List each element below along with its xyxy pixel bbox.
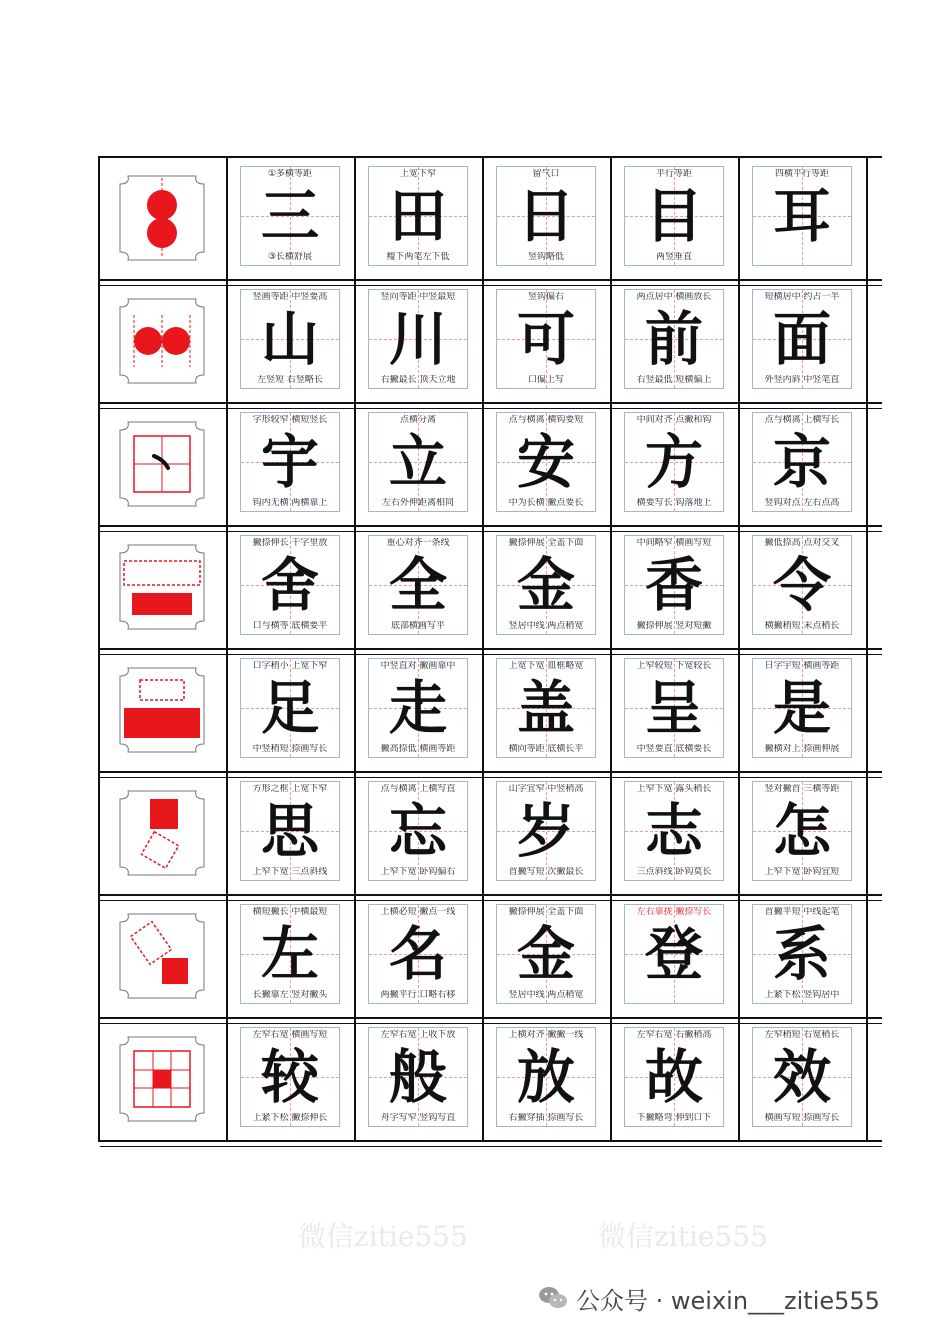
structure-diagram-diagonal xyxy=(114,908,210,1004)
category-cell xyxy=(100,650,228,771)
card-note-bottom: 中竖稍短 捺画写长 xyxy=(252,744,328,754)
card-note-top: 短横居中 约占一半 xyxy=(764,292,840,302)
card-note-bottom: 横要写长 钩落地上 xyxy=(636,498,712,508)
structure-diagram-top-square xyxy=(114,785,210,881)
card-note-top: 点横分离 xyxy=(399,415,436,425)
character-glyph: 立 xyxy=(388,428,447,496)
structure-diagram-side-circles xyxy=(114,293,210,389)
character-card xyxy=(752,781,852,881)
character-glyph: 走 xyxy=(388,674,447,742)
character-cell xyxy=(356,650,484,771)
character-glyph: 香 xyxy=(644,551,703,619)
character-glyph: 登 xyxy=(644,920,703,988)
character-card xyxy=(624,1027,724,1127)
card-note-top: 撇捺伸展 全盖下面 xyxy=(508,907,584,917)
card-note-bottom: 两竖垂直 xyxy=(655,252,692,262)
watermark: 微信zitie555 xyxy=(298,1220,468,1253)
character-cell xyxy=(484,281,612,402)
card-note-top: 中间略窄 横画写短 xyxy=(636,538,712,548)
card-note-top: 撇捺伸长 干字里放 xyxy=(252,538,328,548)
character-cell xyxy=(612,1019,740,1140)
character-cell xyxy=(484,527,612,648)
character-cell xyxy=(228,527,356,648)
character-card xyxy=(368,781,468,881)
character-card xyxy=(496,412,596,512)
character-card xyxy=(752,1027,852,1127)
card-note-top: 左窄稍短 右宽稍长 xyxy=(764,1030,840,1040)
character-glyph: 令 xyxy=(772,551,831,619)
grid-row xyxy=(100,281,882,404)
character-cell xyxy=(228,404,356,525)
card-note-top: 竖对撇首 三横等距 xyxy=(764,784,840,794)
card-note-bottom: 右竖最低 短横偏上 xyxy=(636,375,712,385)
card-note-bottom: 舟字写窄 竖钩写直 xyxy=(380,1113,456,1123)
character-glyph: 左 xyxy=(260,920,319,988)
card-note-top: 左窄右宽 右撇稍高 xyxy=(636,1030,712,1040)
character-card xyxy=(368,658,468,758)
structure-diagram-cover-rects xyxy=(114,539,210,635)
card-note-bottom: 口偏上写 xyxy=(527,375,564,385)
character-card xyxy=(240,1027,340,1127)
card-note-top: 点与横离 上横写直 xyxy=(380,784,456,794)
character-cell xyxy=(228,896,356,1017)
character-glyph: 金 xyxy=(516,551,575,619)
card-note-bottom: 竖钩对点 左右点高 xyxy=(764,498,840,508)
card-note-bottom: 两撇平行 口略右移 xyxy=(380,990,456,1000)
character-cell xyxy=(356,1019,484,1140)
card-note-bottom: 左右外伸距离相同 xyxy=(381,498,454,508)
card-note-top: 撇低捺高 点对交叉 xyxy=(764,538,840,548)
category-cell xyxy=(100,527,228,648)
card-note-top: 上横对齐 撇撇一线 xyxy=(508,1030,584,1040)
card-note-top: 上窄较短 下宽较长 xyxy=(636,661,712,671)
character-cell xyxy=(612,650,740,771)
character-card xyxy=(752,658,852,758)
card-note-bottom: 右撇最长 顶天立地 xyxy=(380,375,456,385)
character-cell xyxy=(356,773,484,894)
character-card xyxy=(240,781,340,881)
card-note-bottom: 下撇略弯 伸到口下 xyxy=(636,1113,712,1123)
card-note-top: 竖画等距 中竖要高 xyxy=(252,292,328,302)
card-note-top: 上窄下宽 露头稍长 xyxy=(636,784,712,794)
card-note-bottom: 右撇穿插 捺画写长 xyxy=(508,1113,584,1123)
character-card xyxy=(240,535,340,635)
character-card xyxy=(240,289,340,389)
character-card xyxy=(496,781,596,881)
character-glyph: 是 xyxy=(772,674,831,742)
character-glyph: 川 xyxy=(388,305,447,373)
character-cell xyxy=(228,773,356,894)
character-cell xyxy=(612,404,740,525)
category-cell xyxy=(100,404,228,525)
card-note-top: 左右靠拢 撇捺写长 xyxy=(636,907,712,917)
character-cell xyxy=(740,650,868,771)
category-cell xyxy=(100,896,228,1017)
card-note-bottom: 竖居中线 两点稍宽 xyxy=(508,621,584,631)
character-cell xyxy=(356,896,484,1017)
character-card xyxy=(624,166,724,266)
character-card xyxy=(624,658,724,758)
character-cell xyxy=(740,404,868,525)
character-cell xyxy=(740,281,868,402)
character-card xyxy=(240,658,340,758)
card-note-bottom: 上紧下松 竖钩居中 xyxy=(764,990,840,1000)
category-cell xyxy=(100,1019,228,1140)
category-cell xyxy=(100,158,228,279)
character-cell xyxy=(612,896,740,1017)
card-note-top: 点与横离 横钩要短 xyxy=(508,415,584,425)
character-card xyxy=(368,904,468,1004)
card-note-top: 四横平行等距 xyxy=(774,169,829,179)
structure-diagram-center-square xyxy=(114,1031,210,1127)
character-card xyxy=(240,412,340,512)
card-note-top: 首撇平短 中线起笔 xyxy=(764,907,840,917)
character-cell xyxy=(612,527,740,648)
card-note-top: 横短撇长 中横最短 xyxy=(252,907,328,917)
character-card xyxy=(624,412,724,512)
character-glyph: 京 xyxy=(772,428,831,496)
grid-row xyxy=(100,896,882,1019)
character-glyph: 较 xyxy=(260,1043,319,1111)
structure-diagram-narrow-top xyxy=(114,662,210,758)
character-cell xyxy=(228,281,356,402)
character-card xyxy=(752,166,852,266)
character-card xyxy=(240,904,340,1004)
card-note-top: 左窄右宽 上收下放 xyxy=(380,1030,456,1040)
character-card xyxy=(496,289,596,389)
character-card xyxy=(752,289,852,389)
card-note-bottom: 口与横等 底横要平 xyxy=(252,621,328,631)
card-note-top: 日字宇短 横画等距 xyxy=(764,661,840,671)
watermark: 微信zitie555 xyxy=(598,1220,768,1253)
character-glyph: 宇 xyxy=(260,428,319,496)
grid-row xyxy=(100,158,882,281)
character-card xyxy=(624,289,724,389)
character-glyph: 岁 xyxy=(516,797,575,865)
character-cell xyxy=(484,650,612,771)
character-glyph: 方 xyxy=(644,428,703,496)
character-glyph: 思 xyxy=(260,797,319,865)
card-note-top: 字形较窄 横短竖长 xyxy=(252,415,328,425)
character-glyph: 呈 xyxy=(644,674,703,742)
card-note-top: 方形之框 上宽下窄 xyxy=(252,784,328,794)
character-cell xyxy=(740,1019,868,1140)
card-note-bottom: 中为长横 撇点要长 xyxy=(508,498,584,508)
character-glyph: 舍 xyxy=(260,551,319,619)
card-note-bottom: 三点斜线 卧钩莫长 xyxy=(636,867,712,877)
card-note-top: 竖钩偏右 xyxy=(527,292,564,302)
character-glyph: 田 xyxy=(388,182,447,250)
character-cell xyxy=(356,404,484,525)
card-note-bottom: 横向等距 底横长平 xyxy=(508,744,584,754)
card-note-top: 左窄右宽 横画写短 xyxy=(252,1030,328,1040)
calligraphy-grid xyxy=(98,156,882,1142)
character-glyph: 前 xyxy=(644,305,703,373)
character-card xyxy=(496,535,596,635)
card-note-bottom: 竖居中线 两点稍宽 xyxy=(508,990,584,1000)
character-card xyxy=(624,781,724,881)
character-cell xyxy=(484,158,612,279)
character-glyph: 怎 xyxy=(772,797,831,865)
card-note-top: 留气口 xyxy=(532,169,560,179)
card-note-top: 撇捺伸展 全盖下面 xyxy=(508,538,584,548)
card-note-top: 两点居中 横画放长 xyxy=(636,292,712,302)
character-cell xyxy=(612,281,740,402)
character-glyph: 盖 xyxy=(516,674,575,742)
card-note-bottom: 左竖短 右竖略长 xyxy=(257,375,323,385)
card-note-top: ①多横等距 xyxy=(267,169,313,179)
character-cell xyxy=(356,281,484,402)
character-glyph: 般 xyxy=(388,1043,447,1111)
card-note-bottom: 横画写短 捺画写长 xyxy=(764,1113,840,1123)
card-note-top: 山字宜窄 中竖稍高 xyxy=(508,784,584,794)
character-glyph: 山 xyxy=(260,305,319,373)
character-card xyxy=(368,166,468,266)
card-note-bottom: 首撇写短 次撇最长 xyxy=(508,867,584,877)
character-card xyxy=(368,289,468,389)
category-cell xyxy=(100,773,228,894)
grid-row xyxy=(100,527,882,650)
character-cell xyxy=(356,527,484,648)
character-glyph: 日 xyxy=(516,182,575,250)
card-note-top: 上宽下窄 xyxy=(399,169,436,179)
card-note-bottom: 撇高捺低 横画等距 xyxy=(380,744,456,754)
card-note-bottom: 上窄下宽 卧钩宜短 xyxy=(764,867,840,877)
card-note-top: 中间对齐 点撇和钩 xyxy=(636,415,712,425)
character-card xyxy=(624,904,724,1004)
structure-diagram-dot-grid xyxy=(114,416,210,512)
card-note-top: 重心对齐一条线 xyxy=(386,538,450,548)
wechat-icon xyxy=(538,1285,568,1311)
character-glyph: 可 xyxy=(516,305,575,373)
character-glyph: 效 xyxy=(772,1043,831,1111)
card-note-bottom: 底部横画写平 xyxy=(390,621,445,631)
card-note-bottom: 上窄下宽 卧钩偏右 xyxy=(380,867,456,877)
character-cell xyxy=(740,158,868,279)
card-note-top: 平行等距 xyxy=(655,169,692,179)
character-glyph: 金 xyxy=(516,920,575,988)
character-glyph: 故 xyxy=(644,1043,703,1111)
card-note-top: 竖向等距 中竖最短 xyxy=(380,292,456,302)
card-note-bottom: 外竖内斜 中竖笔直 xyxy=(764,375,840,385)
character-cell xyxy=(484,773,612,894)
character-cell xyxy=(228,1019,356,1140)
character-glyph: 系 xyxy=(772,920,831,988)
character-card xyxy=(752,535,852,635)
character-card xyxy=(752,904,852,1004)
character-glyph: 全 xyxy=(388,551,447,619)
grid-row xyxy=(100,773,882,896)
card-note-top: 中竖直对 撇画靠中 xyxy=(380,661,456,671)
character-cell xyxy=(484,404,612,525)
character-cell xyxy=(612,773,740,894)
card-note-bottom: 长撇靠左 竖对撇头 xyxy=(252,990,328,1000)
footer-account xyxy=(538,1283,880,1313)
card-note-bottom: 撇捺伸展 竖对短撇 xyxy=(636,621,712,631)
character-card xyxy=(624,535,724,635)
structure-diagram-stacked-circles xyxy=(114,170,210,266)
card-note-top: 上横必短 撇点一线 xyxy=(380,907,456,917)
character-glyph: 耳 xyxy=(772,182,831,250)
character-card xyxy=(496,1027,596,1127)
card-note-top: 口字稍小 上宽下窄 xyxy=(252,661,328,671)
character-card xyxy=(496,166,596,266)
category-cell xyxy=(100,281,228,402)
character-glyph: 放 xyxy=(516,1043,575,1111)
character-glyph: 面 xyxy=(772,305,831,373)
card-note-bottom: 竖钩略低 xyxy=(527,252,564,262)
character-glyph: 忘 xyxy=(388,797,447,865)
character-card xyxy=(752,412,852,512)
grid-row xyxy=(100,1019,882,1142)
character-card xyxy=(368,1027,468,1127)
card-note-bottom: 瘦下两笔左下低 xyxy=(386,252,450,262)
card-note-bottom: 上紧下松 撇捺伸长 xyxy=(252,1113,328,1123)
character-glyph: 志 xyxy=(644,797,703,865)
character-cell xyxy=(740,896,868,1017)
character-card xyxy=(496,658,596,758)
footer-text: 公众号 · weixin___zitie555 xyxy=(576,1286,880,1315)
character-glyph: 名 xyxy=(388,920,447,988)
character-glyph: 三 xyxy=(260,182,319,250)
character-card xyxy=(368,412,468,512)
character-glyph: 足 xyxy=(260,674,319,742)
character-card xyxy=(240,166,340,266)
character-cell xyxy=(484,1019,612,1140)
character-glyph: 安 xyxy=(516,428,575,496)
card-note-top: 点与横离 上横写长 xyxy=(764,415,840,425)
card-note-bottom: 上窄下宽 三点斜线 xyxy=(252,867,328,877)
grid-row xyxy=(100,650,882,773)
character-cell xyxy=(740,773,868,894)
character-card xyxy=(368,535,468,635)
card-note-bottom: 钩内无横 两横靠上 xyxy=(252,498,328,508)
character-cell xyxy=(740,527,868,648)
character-cell xyxy=(612,158,740,279)
card-note-bottom: ③长横舒展 xyxy=(267,252,313,262)
character-glyph: 目 xyxy=(644,182,703,250)
character-cell xyxy=(228,650,356,771)
character-cell xyxy=(484,896,612,1017)
card-note-bottom: 中竖要直 底横要长 xyxy=(636,744,712,754)
character-cell xyxy=(228,158,356,279)
card-note-top: 上宽下宽 皿框略宽 xyxy=(508,661,584,671)
character-cell xyxy=(356,158,484,279)
grid-row xyxy=(100,404,882,527)
card-note-bottom: 撇横对上 捺画伸展 xyxy=(764,744,840,754)
character-card xyxy=(496,904,596,1004)
card-note-bottom: 横撇稍短 末点稍长 xyxy=(764,621,840,631)
